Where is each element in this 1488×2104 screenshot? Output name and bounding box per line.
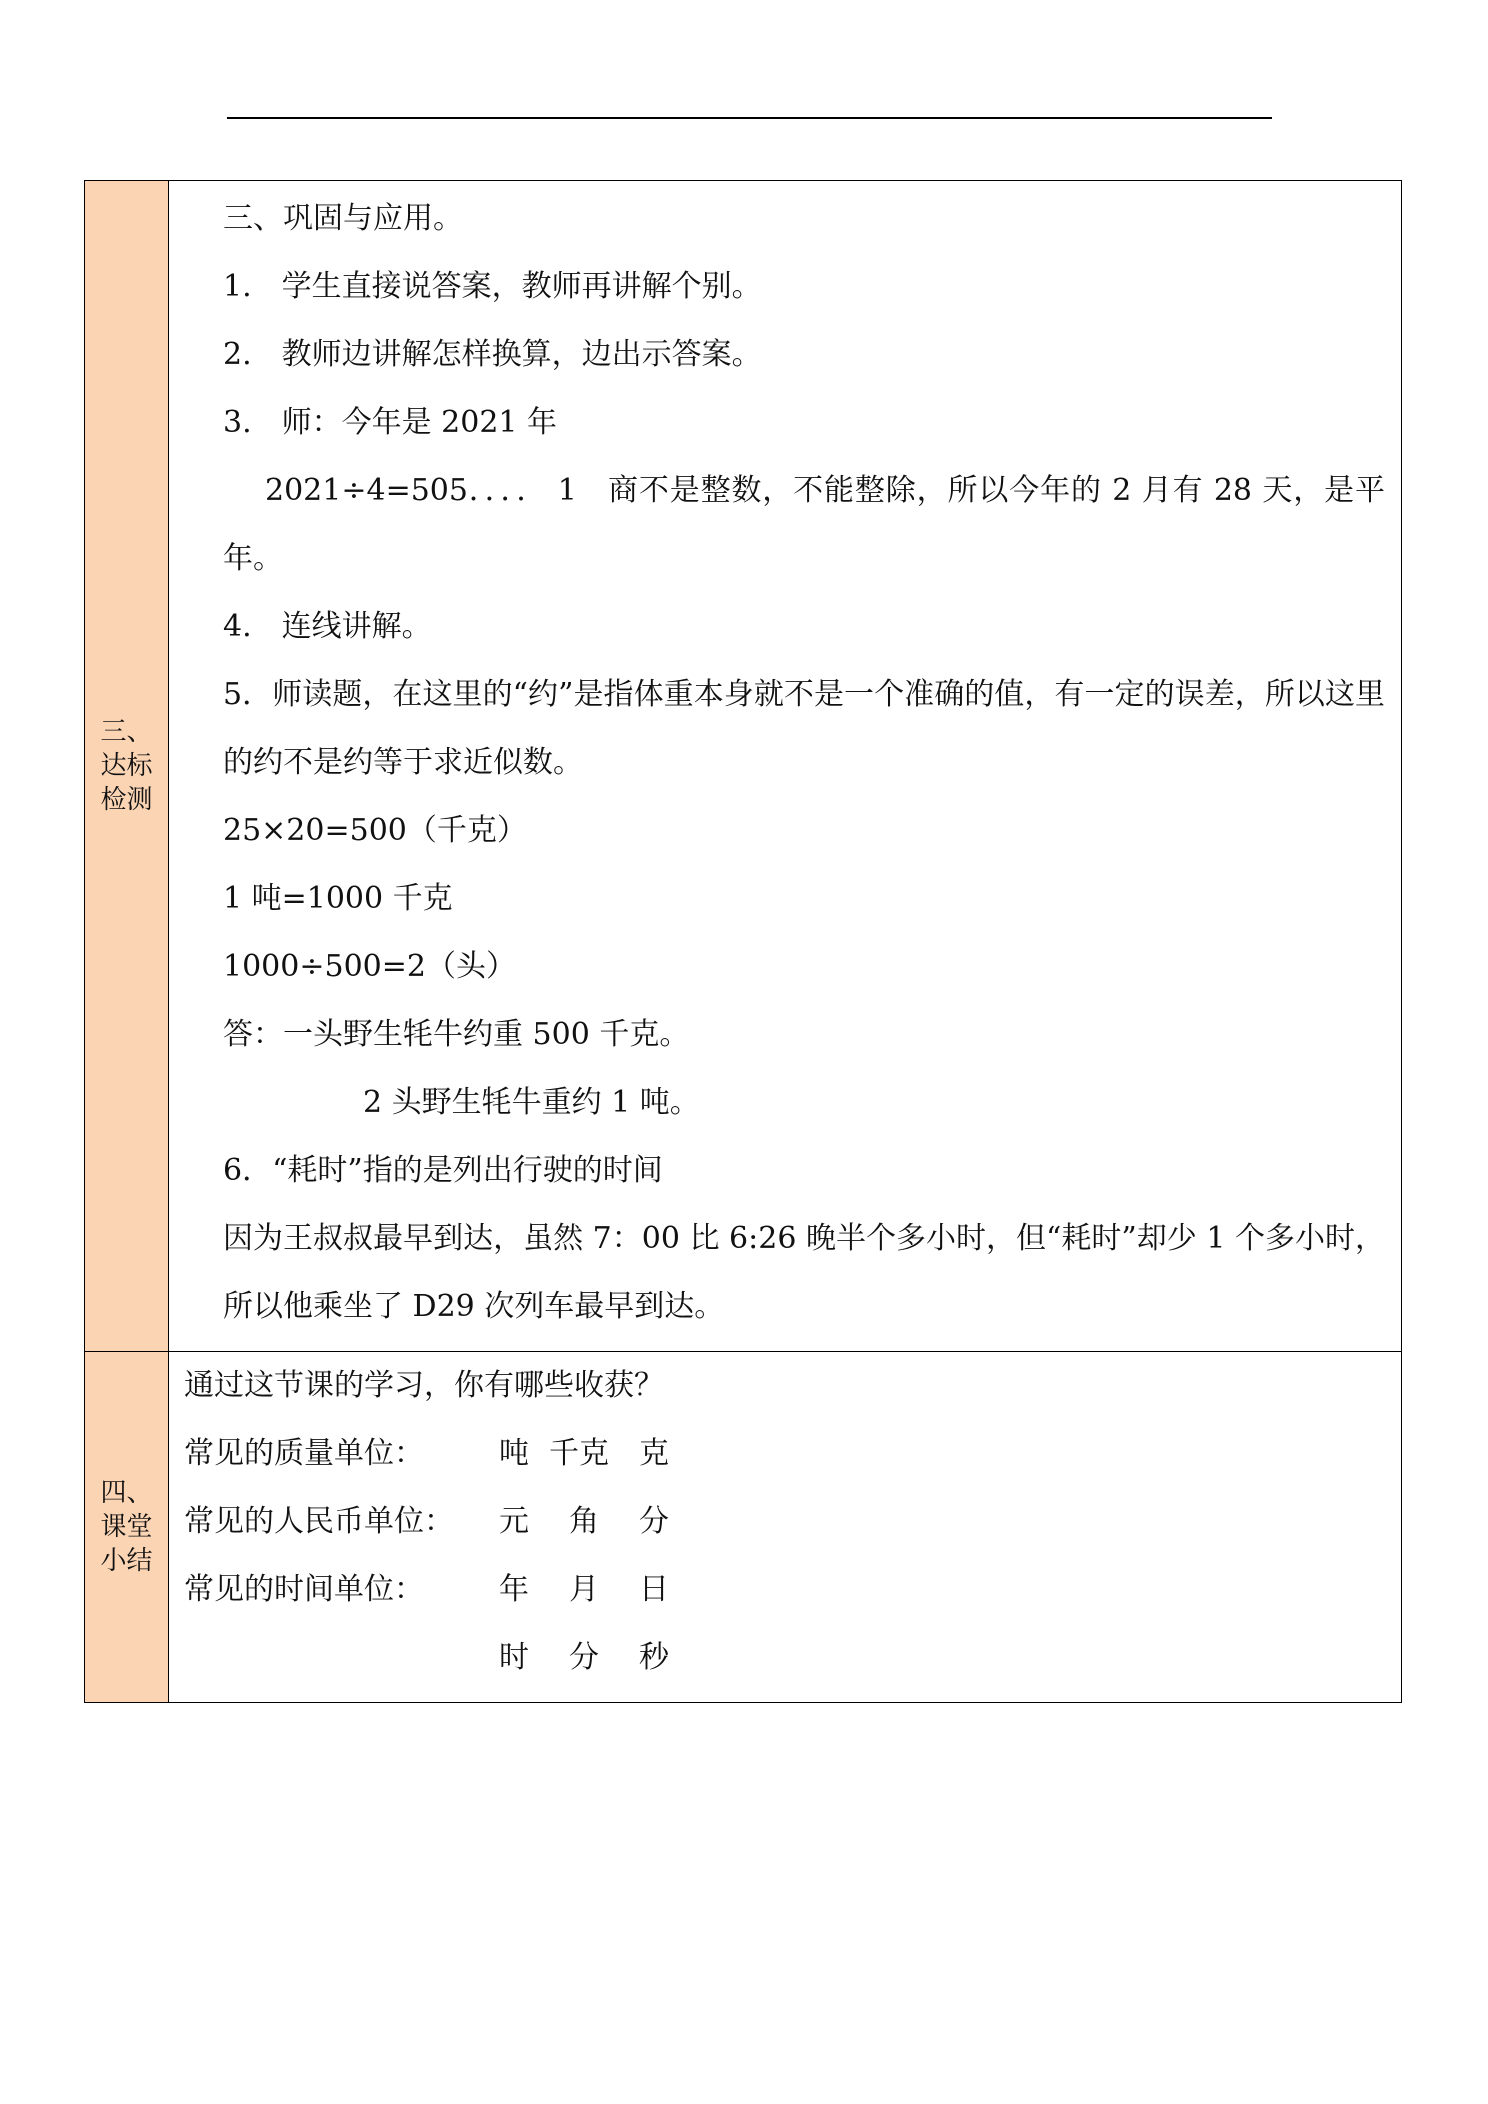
label-line: 四、 bbox=[100, 1478, 153, 1508]
label-line: 三、 bbox=[100, 717, 153, 747]
answer-line-2: 2 头野生牦牛重约 1 吨。 bbox=[363, 1085, 700, 1120]
item-2: 2. 教师边讲解怎样换算，边出示答案。 bbox=[223, 337, 762, 372]
unit: 分 bbox=[569, 1640, 599, 1675]
unit: 秒 bbox=[639, 1640, 669, 1675]
section-check-label bbox=[85, 181, 169, 1352]
item-3: 3. 师：今年是 2021 年 bbox=[223, 405, 558, 440]
header-rule bbox=[227, 117, 1272, 119]
section-summary-content bbox=[169, 1352, 1402, 1703]
item-1: 1. 学生直接说答案，教师再讲解个别。 bbox=[223, 269, 762, 304]
money-units-label: 常见的人民币单位： bbox=[184, 1504, 454, 1539]
unit: 千克 bbox=[549, 1436, 609, 1471]
money-units-row bbox=[184, 1488, 1385, 1556]
section-check-content bbox=[169, 181, 1402, 1352]
label-line: 课堂 bbox=[100, 1512, 153, 1542]
section-summary-row bbox=[85, 1352, 1402, 1703]
time-units-row bbox=[184, 1556, 1385, 1624]
unit: 元 bbox=[499, 1504, 529, 1539]
calculation-1: 25×20=500（千克） bbox=[223, 813, 527, 848]
summary-question: 通过这节课的学习，你有哪些收获？ bbox=[184, 1368, 664, 1403]
unit: 分 bbox=[639, 1504, 669, 1539]
label-line: 小结 bbox=[100, 1546, 153, 1576]
calculation-2: 1 吨=1000 千克 bbox=[223, 881, 453, 916]
unit: 吨 bbox=[499, 1436, 529, 1471]
item-3-calculation: 2021÷4=505．．．． 1 商不是整数，不能整除，所以今年的 2 月有 28 天，是平年。 bbox=[223, 473, 1385, 576]
unit: 日 bbox=[639, 1572, 669, 1607]
item-5: 5．师读题，在这里的“约”是指体重本身就不是一个准确的值，有一定的误差，所以这里的约不是约等于求近似数。 bbox=[223, 677, 1385, 780]
time-units-label: 常见的时间单位： bbox=[184, 1572, 424, 1607]
unit: 角 bbox=[569, 1504, 599, 1539]
section-check-row bbox=[85, 181, 1402, 1352]
label-line: 检测 bbox=[100, 785, 153, 815]
unit: 时 bbox=[499, 1640, 529, 1675]
item-6-explanation: 因为王叔叔最早到达，虽然 7：00 比 6:26 晚半个多小时，但“耗时”却少 1 个多小时，所以他乘坐了 D29 次列车最早到达。 bbox=[223, 1221, 1385, 1324]
mass-units-label: 常见的质量单位： bbox=[184, 1436, 424, 1471]
lesson-table bbox=[84, 180, 1402, 1703]
label-line: 达标 bbox=[100, 751, 153, 781]
answer-line-1: 答：一头野生牦牛约重 500 千克。 bbox=[223, 1017, 690, 1052]
unit: 年 bbox=[499, 1572, 529, 1607]
unit: 月 bbox=[569, 1572, 599, 1607]
mass-units-row bbox=[184, 1420, 1385, 1488]
section-summary-label bbox=[85, 1352, 169, 1703]
section-heading: 三、巩固与应用。 bbox=[223, 201, 463, 236]
unit: 克 bbox=[639, 1436, 669, 1471]
time-units-row-2 bbox=[184, 1624, 1385, 1692]
item-6: 6．“耗时”指的是列出行驶的时间 bbox=[223, 1153, 663, 1188]
calculation-3: 1000÷500=2（头） bbox=[223, 949, 516, 984]
item-4: 4. 连线讲解。 bbox=[223, 609, 432, 644]
